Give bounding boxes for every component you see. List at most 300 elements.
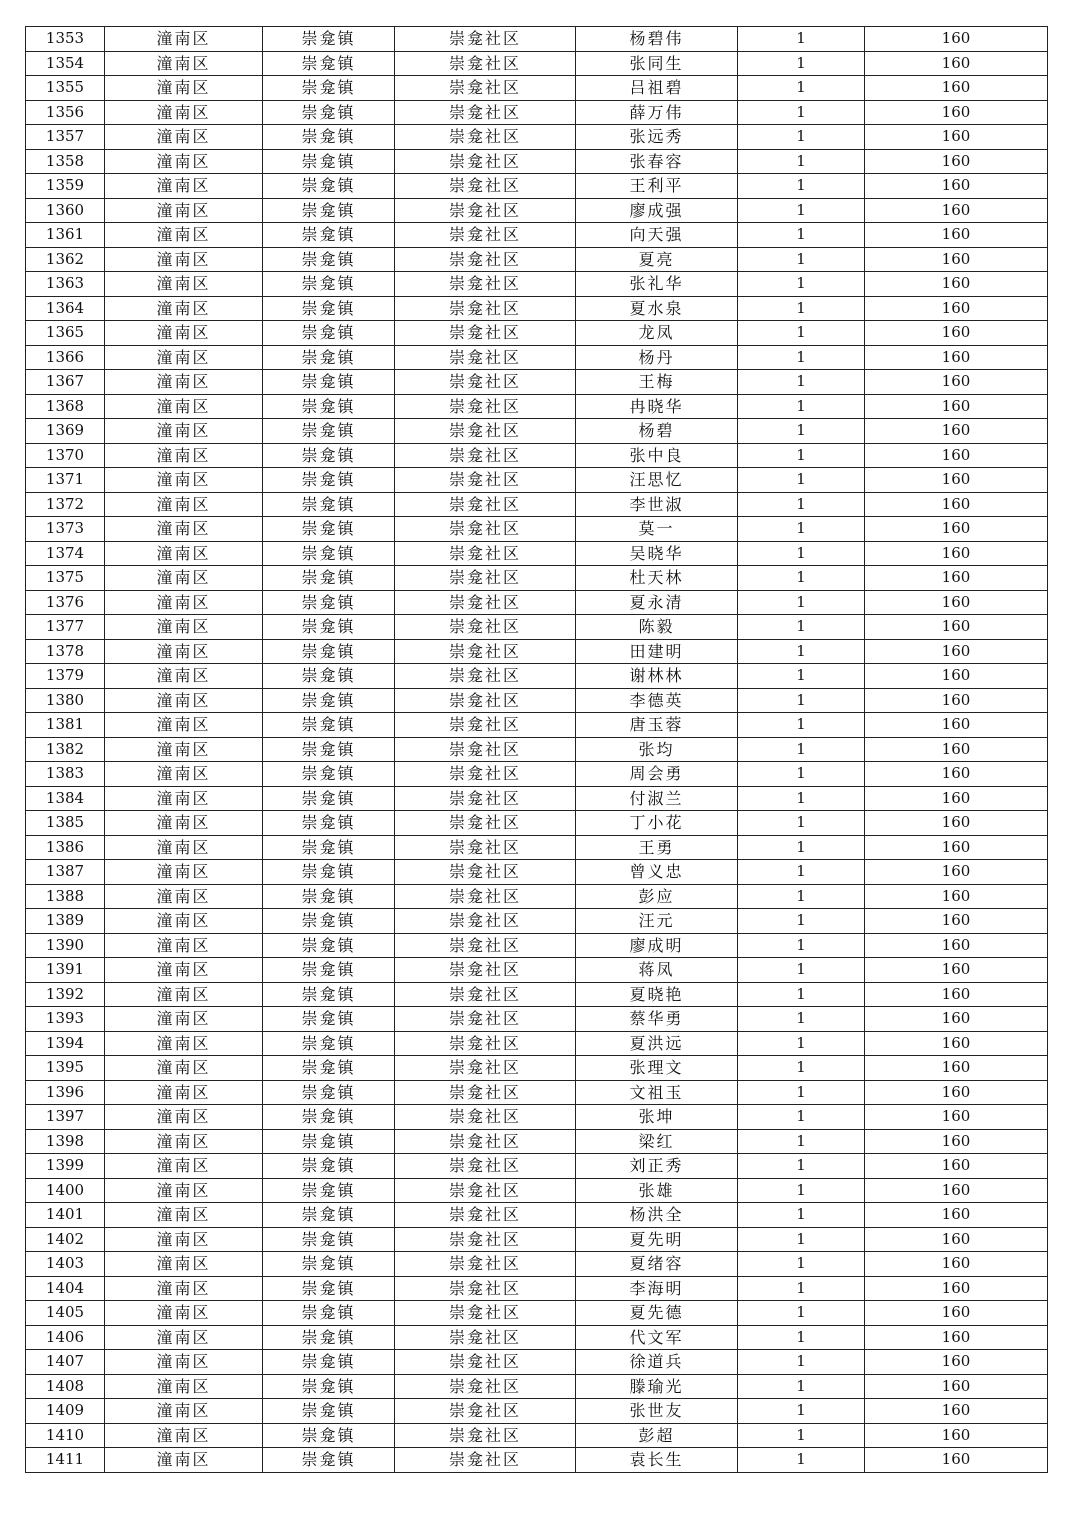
name-cell: 夏永清 xyxy=(576,590,738,615)
community-cell: 崇龛社区 xyxy=(395,1203,576,1228)
community-cell: 崇龛社区 xyxy=(395,1154,576,1179)
community-cell: 崇龛社区 xyxy=(395,1178,576,1203)
table-row xyxy=(26,1105,1048,1130)
name-cell: 夏先明 xyxy=(576,1227,738,1252)
row-number: 1354 xyxy=(26,51,105,76)
amount-cell: 160 xyxy=(865,811,1048,836)
community-cell: 崇龛社区 xyxy=(395,1252,576,1277)
name-cell: 夏水泉 xyxy=(576,296,738,321)
community-cell: 崇龛社区 xyxy=(395,1350,576,1375)
town-cell: 崇龛镇 xyxy=(263,1252,395,1277)
town-cell: 崇龛镇 xyxy=(263,762,395,787)
community-cell: 崇龛社区 xyxy=(395,370,576,395)
town-cell: 崇龛镇 xyxy=(263,590,395,615)
town-cell: 崇龛镇 xyxy=(263,713,395,738)
town-cell: 崇龛镇 xyxy=(263,198,395,223)
amount-cell: 160 xyxy=(865,1129,1048,1154)
district-cell: 潼南区 xyxy=(105,811,263,836)
row-number: 1353 xyxy=(26,27,105,52)
community-cell: 崇龛社区 xyxy=(395,76,576,101)
table-row xyxy=(26,590,1048,615)
table-row xyxy=(26,296,1048,321)
table-row xyxy=(26,835,1048,860)
table-row xyxy=(26,149,1048,174)
name-cell: 丁小花 xyxy=(576,811,738,836)
table-row xyxy=(26,786,1048,811)
name-cell: 张理文 xyxy=(576,1056,738,1081)
table-row xyxy=(26,909,1048,934)
count-cell: 1 xyxy=(738,1080,865,1105)
count-cell: 1 xyxy=(738,76,865,101)
community-cell: 崇龛社区 xyxy=(395,1325,576,1350)
name-cell: 汪思忆 xyxy=(576,468,738,493)
row-number: 1388 xyxy=(26,884,105,909)
community-cell: 崇龛社区 xyxy=(395,321,576,346)
count-cell: 1 xyxy=(738,1252,865,1277)
district-cell: 潼南区 xyxy=(105,590,263,615)
district-cell: 潼南区 xyxy=(105,125,263,150)
name-cell: 曾义忠 xyxy=(576,860,738,885)
name-cell: 廖成明 xyxy=(576,933,738,958)
town-cell: 崇龛镇 xyxy=(263,566,395,591)
name-cell: 吴晓华 xyxy=(576,541,738,566)
row-number: 1389 xyxy=(26,909,105,934)
amount-cell: 160 xyxy=(865,51,1048,76)
table-row xyxy=(26,51,1048,76)
count-cell: 1 xyxy=(738,933,865,958)
table-row xyxy=(26,1080,1048,1105)
table-row xyxy=(26,517,1048,542)
community-cell: 崇龛社区 xyxy=(395,517,576,542)
table-row xyxy=(26,492,1048,517)
district-cell: 潼南区 xyxy=(105,296,263,321)
name-cell: 张礼华 xyxy=(576,272,738,297)
town-cell: 崇龛镇 xyxy=(263,149,395,174)
town-cell: 崇龛镇 xyxy=(263,737,395,762)
name-cell: 张远秀 xyxy=(576,125,738,150)
town-cell: 崇龛镇 xyxy=(263,541,395,566)
amount-cell: 160 xyxy=(865,149,1048,174)
count-cell: 1 xyxy=(738,1178,865,1203)
community-cell: 崇龛社区 xyxy=(395,1129,576,1154)
community-cell: 崇龛社区 xyxy=(395,884,576,909)
table-row xyxy=(26,713,1048,738)
town-cell: 崇龛镇 xyxy=(263,1374,395,1399)
town-cell: 崇龛镇 xyxy=(263,1227,395,1252)
count-cell: 1 xyxy=(738,198,865,223)
district-cell: 潼南区 xyxy=(105,100,263,125)
amount-cell: 160 xyxy=(865,1105,1048,1130)
name-cell: 王勇 xyxy=(576,835,738,860)
count-cell: 1 xyxy=(738,1154,865,1179)
name-cell: 张中良 xyxy=(576,443,738,468)
name-cell: 梁红 xyxy=(576,1129,738,1154)
amount-cell: 160 xyxy=(865,1374,1048,1399)
town-cell: 崇龛镇 xyxy=(263,443,395,468)
name-cell: 汪元 xyxy=(576,909,738,934)
amount-cell: 160 xyxy=(865,688,1048,713)
district-cell: 潼南区 xyxy=(105,27,263,52)
name-cell: 廖成强 xyxy=(576,198,738,223)
town-cell: 崇龛镇 xyxy=(263,1007,395,1032)
amount-cell: 160 xyxy=(865,223,1048,248)
town-cell: 崇龛镇 xyxy=(263,125,395,150)
roster-table xyxy=(25,26,1048,1473)
name-cell: 杨碧伟 xyxy=(576,27,738,52)
table-row xyxy=(26,419,1048,444)
table-row xyxy=(26,468,1048,493)
amount-cell: 160 xyxy=(865,468,1048,493)
row-number: 1411 xyxy=(26,1448,105,1473)
count-cell: 1 xyxy=(738,1276,865,1301)
row-number: 1382 xyxy=(26,737,105,762)
row-number: 1362 xyxy=(26,247,105,272)
district-cell: 潼南区 xyxy=(105,321,263,346)
table-row xyxy=(26,223,1048,248)
community-cell: 崇龛社区 xyxy=(395,737,576,762)
amount-cell: 160 xyxy=(865,860,1048,885)
count-cell: 1 xyxy=(738,100,865,125)
name-cell: 李德英 xyxy=(576,688,738,713)
row-number: 1406 xyxy=(26,1325,105,1350)
amount-cell: 160 xyxy=(865,76,1048,101)
town-cell: 崇龛镇 xyxy=(263,1203,395,1228)
district-cell: 潼南区 xyxy=(105,615,263,640)
amount-cell: 160 xyxy=(865,174,1048,199)
town-cell: 崇龛镇 xyxy=(263,468,395,493)
row-number: 1391 xyxy=(26,958,105,983)
district-cell: 潼南区 xyxy=(105,517,263,542)
district-cell: 潼南区 xyxy=(105,1448,263,1473)
district-cell: 潼南区 xyxy=(105,1276,263,1301)
roster-body xyxy=(26,27,1048,1473)
name-cell: 龙凤 xyxy=(576,321,738,346)
amount-cell: 160 xyxy=(865,125,1048,150)
table-row xyxy=(26,443,1048,468)
community-cell: 崇龛社区 xyxy=(395,786,576,811)
amount-cell: 160 xyxy=(865,713,1048,738)
count-cell: 1 xyxy=(738,590,865,615)
district-cell: 潼南区 xyxy=(105,443,263,468)
table-row xyxy=(26,272,1048,297)
district-cell: 潼南区 xyxy=(105,1399,263,1424)
district-cell: 潼南区 xyxy=(105,762,263,787)
district-cell: 潼南区 xyxy=(105,786,263,811)
district-cell: 潼南区 xyxy=(105,345,263,370)
district-cell: 潼南区 xyxy=(105,566,263,591)
district-cell: 潼南区 xyxy=(105,174,263,199)
community-cell: 崇龛社区 xyxy=(395,933,576,958)
row-number: 1380 xyxy=(26,688,105,713)
count-cell: 1 xyxy=(738,1325,865,1350)
count-cell: 1 xyxy=(738,566,865,591)
name-cell: 滕瑜光 xyxy=(576,1374,738,1399)
community-cell: 崇龛社区 xyxy=(395,149,576,174)
row-number: 1387 xyxy=(26,860,105,885)
table-row xyxy=(26,370,1048,395)
community-cell: 崇龛社区 xyxy=(395,1105,576,1130)
community-cell: 崇龛社区 xyxy=(395,1276,576,1301)
community-cell: 崇龛社区 xyxy=(395,835,576,860)
district-cell: 潼南区 xyxy=(105,737,263,762)
amount-cell: 160 xyxy=(865,1227,1048,1252)
district-cell: 潼南区 xyxy=(105,982,263,1007)
table-row xyxy=(26,688,1048,713)
community-cell: 崇龛社区 xyxy=(395,958,576,983)
district-cell: 潼南区 xyxy=(105,1227,263,1252)
row-number: 1386 xyxy=(26,835,105,860)
amount-cell: 160 xyxy=(865,198,1048,223)
row-number: 1383 xyxy=(26,762,105,787)
town-cell: 崇龛镇 xyxy=(263,1080,395,1105)
row-number: 1358 xyxy=(26,149,105,174)
district-cell: 潼南区 xyxy=(105,1252,263,1277)
amount-cell: 160 xyxy=(865,1007,1048,1032)
row-number: 1408 xyxy=(26,1374,105,1399)
district-cell: 潼南区 xyxy=(105,247,263,272)
amount-cell: 160 xyxy=(865,737,1048,762)
amount-cell: 160 xyxy=(865,1178,1048,1203)
community-cell: 崇龛社区 xyxy=(395,272,576,297)
name-cell: 向天强 xyxy=(576,223,738,248)
district-cell: 潼南区 xyxy=(105,909,263,934)
row-number: 1370 xyxy=(26,443,105,468)
town-cell: 崇龛镇 xyxy=(263,1031,395,1056)
count-cell: 1 xyxy=(738,1423,865,1448)
district-cell: 潼南区 xyxy=(105,713,263,738)
count-cell: 1 xyxy=(738,615,865,640)
town-cell: 崇龛镇 xyxy=(263,1105,395,1130)
row-number: 1409 xyxy=(26,1399,105,1424)
count-cell: 1 xyxy=(738,223,865,248)
town-cell: 崇龛镇 xyxy=(263,1301,395,1326)
district-cell: 潼南区 xyxy=(105,933,263,958)
table-row xyxy=(26,76,1048,101)
name-cell: 周会勇 xyxy=(576,762,738,787)
count-cell: 1 xyxy=(738,27,865,52)
name-cell: 张世友 xyxy=(576,1399,738,1424)
count-cell: 1 xyxy=(738,541,865,566)
count-cell: 1 xyxy=(738,713,865,738)
count-cell: 1 xyxy=(738,1129,865,1154)
amount-cell: 160 xyxy=(865,370,1048,395)
row-number: 1403 xyxy=(26,1252,105,1277)
community-cell: 崇龛社区 xyxy=(395,1399,576,1424)
count-cell: 1 xyxy=(738,639,865,664)
name-cell: 张同生 xyxy=(576,51,738,76)
name-cell: 张雄 xyxy=(576,1178,738,1203)
row-number: 1392 xyxy=(26,982,105,1007)
row-number: 1378 xyxy=(26,639,105,664)
name-cell: 刘正秀 xyxy=(576,1154,738,1179)
table-row xyxy=(26,541,1048,566)
count-cell: 1 xyxy=(738,1203,865,1228)
row-number: 1375 xyxy=(26,566,105,591)
count-cell: 1 xyxy=(738,1350,865,1375)
town-cell: 崇龛镇 xyxy=(263,419,395,444)
count-cell: 1 xyxy=(738,664,865,689)
community-cell: 崇龛社区 xyxy=(395,345,576,370)
amount-cell: 160 xyxy=(865,517,1048,542)
town-cell: 崇龛镇 xyxy=(263,835,395,860)
amount-cell: 160 xyxy=(865,1399,1048,1424)
table-row xyxy=(26,1178,1048,1203)
name-cell: 莫一 xyxy=(576,517,738,542)
amount-cell: 160 xyxy=(865,394,1048,419)
count-cell: 1 xyxy=(738,174,865,199)
name-cell: 徐道兵 xyxy=(576,1350,738,1375)
town-cell: 崇龛镇 xyxy=(263,884,395,909)
name-cell: 夏洪远 xyxy=(576,1031,738,1056)
count-cell: 1 xyxy=(738,884,865,909)
table-row xyxy=(26,1423,1048,1448)
table-row xyxy=(26,1325,1048,1350)
table-row xyxy=(26,1007,1048,1032)
row-number: 1399 xyxy=(26,1154,105,1179)
district-cell: 潼南区 xyxy=(105,688,263,713)
community-cell: 崇龛社区 xyxy=(395,566,576,591)
district-cell: 潼南区 xyxy=(105,223,263,248)
town-cell: 崇龛镇 xyxy=(263,1399,395,1424)
count-cell: 1 xyxy=(738,247,865,272)
amount-cell: 160 xyxy=(865,443,1048,468)
row-number: 1376 xyxy=(26,590,105,615)
community-cell: 崇龛社区 xyxy=(395,247,576,272)
table-row xyxy=(26,174,1048,199)
town-cell: 崇龛镇 xyxy=(263,1178,395,1203)
community-cell: 崇龛社区 xyxy=(395,296,576,321)
community-cell: 崇龛社区 xyxy=(395,664,576,689)
community-cell: 崇龛社区 xyxy=(395,1448,576,1473)
count-cell: 1 xyxy=(738,1374,865,1399)
table-row xyxy=(26,1227,1048,1252)
community-cell: 崇龛社区 xyxy=(395,811,576,836)
town-cell: 崇龛镇 xyxy=(263,76,395,101)
amount-cell: 160 xyxy=(865,664,1048,689)
count-cell: 1 xyxy=(738,1105,865,1130)
row-number: 1390 xyxy=(26,933,105,958)
town-cell: 崇龛镇 xyxy=(263,272,395,297)
district-cell: 潼南区 xyxy=(105,1007,263,1032)
amount-cell: 160 xyxy=(865,835,1048,860)
community-cell: 崇龛社区 xyxy=(395,1007,576,1032)
town-cell: 崇龛镇 xyxy=(263,1325,395,1350)
amount-cell: 160 xyxy=(865,615,1048,640)
table-row xyxy=(26,198,1048,223)
row-number: 1367 xyxy=(26,370,105,395)
town-cell: 崇龛镇 xyxy=(263,345,395,370)
town-cell: 崇龛镇 xyxy=(263,1129,395,1154)
row-number: 1394 xyxy=(26,1031,105,1056)
count-cell: 1 xyxy=(738,982,865,1007)
community-cell: 崇龛社区 xyxy=(395,909,576,934)
amount-cell: 160 xyxy=(865,1448,1048,1473)
town-cell: 崇龛镇 xyxy=(263,1448,395,1473)
community-cell: 崇龛社区 xyxy=(395,1056,576,1081)
community-cell: 崇龛社区 xyxy=(395,223,576,248)
table-row xyxy=(26,1203,1048,1228)
amount-cell: 160 xyxy=(865,345,1048,370)
count-cell: 1 xyxy=(738,517,865,542)
table-row xyxy=(26,100,1048,125)
district-cell: 潼南区 xyxy=(105,1374,263,1399)
amount-cell: 160 xyxy=(865,1056,1048,1081)
town-cell: 崇龛镇 xyxy=(263,615,395,640)
table-row xyxy=(26,1350,1048,1375)
count-cell: 1 xyxy=(738,345,865,370)
name-cell: 夏亮 xyxy=(576,247,738,272)
table-row xyxy=(26,1056,1048,1081)
row-number: 1401 xyxy=(26,1203,105,1228)
district-cell: 潼南区 xyxy=(105,639,263,664)
table-row xyxy=(26,1154,1048,1179)
community-cell: 崇龛社区 xyxy=(395,27,576,52)
count-cell: 1 xyxy=(738,1301,865,1326)
name-cell: 杜天林 xyxy=(576,566,738,591)
row-number: 1364 xyxy=(26,296,105,321)
district-cell: 潼南区 xyxy=(105,419,263,444)
amount-cell: 160 xyxy=(865,566,1048,591)
amount-cell: 160 xyxy=(865,247,1048,272)
district-cell: 潼南区 xyxy=(105,1056,263,1081)
community-cell: 崇龛社区 xyxy=(395,174,576,199)
table-row xyxy=(26,321,1048,346)
district-cell: 潼南区 xyxy=(105,1129,263,1154)
community-cell: 崇龛社区 xyxy=(395,1227,576,1252)
row-number: 1398 xyxy=(26,1129,105,1154)
amount-cell: 160 xyxy=(865,1276,1048,1301)
count-cell: 1 xyxy=(738,419,865,444)
name-cell: 袁长生 xyxy=(576,1448,738,1473)
district-cell: 潼南区 xyxy=(105,1105,263,1130)
amount-cell: 160 xyxy=(865,933,1048,958)
town-cell: 崇龛镇 xyxy=(263,933,395,958)
row-number: 1379 xyxy=(26,664,105,689)
amount-cell: 160 xyxy=(865,639,1048,664)
row-number: 1377 xyxy=(26,615,105,640)
table-row xyxy=(26,1301,1048,1326)
row-number: 1366 xyxy=(26,345,105,370)
amount-cell: 160 xyxy=(865,100,1048,125)
row-number: 1402 xyxy=(26,1227,105,1252)
name-cell: 夏绪容 xyxy=(576,1252,738,1277)
count-cell: 1 xyxy=(738,394,865,419)
amount-cell: 160 xyxy=(865,1031,1048,1056)
name-cell: 冉晓华 xyxy=(576,394,738,419)
name-cell: 薛万伟 xyxy=(576,100,738,125)
town-cell: 崇龛镇 xyxy=(263,982,395,1007)
amount-cell: 160 xyxy=(865,590,1048,615)
amount-cell: 160 xyxy=(865,909,1048,934)
name-cell: 蒋凤 xyxy=(576,958,738,983)
table-row xyxy=(26,27,1048,52)
district-cell: 潼南区 xyxy=(105,1301,263,1326)
community-cell: 崇龛社区 xyxy=(395,51,576,76)
town-cell: 崇龛镇 xyxy=(263,909,395,934)
table-row xyxy=(26,1031,1048,1056)
name-cell: 张坤 xyxy=(576,1105,738,1130)
count-cell: 1 xyxy=(738,51,865,76)
community-cell: 崇龛社区 xyxy=(395,492,576,517)
community-cell: 崇龛社区 xyxy=(395,688,576,713)
name-cell: 彭应 xyxy=(576,884,738,909)
community-cell: 崇龛社区 xyxy=(395,443,576,468)
row-number: 1400 xyxy=(26,1178,105,1203)
count-cell: 1 xyxy=(738,1031,865,1056)
town-cell: 崇龛镇 xyxy=(263,370,395,395)
row-number: 1359 xyxy=(26,174,105,199)
row-number: 1371 xyxy=(26,468,105,493)
